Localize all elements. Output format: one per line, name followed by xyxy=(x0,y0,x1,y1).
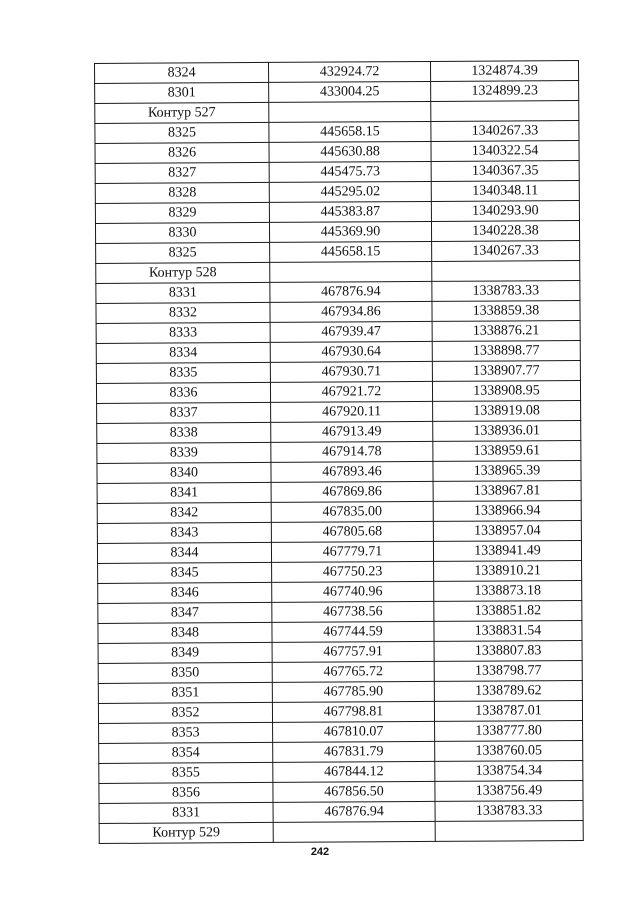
table-row xyxy=(95,181,579,204)
x-coordinate-cell: 467856.50 xyxy=(273,781,435,802)
point-number-cell: 8337 xyxy=(97,402,271,423)
table-row xyxy=(98,661,582,684)
table-row xyxy=(97,421,581,444)
table-row xyxy=(95,161,579,184)
coordinates-table-body xyxy=(95,61,584,844)
y-coordinate-cell: 1338831.54 xyxy=(434,621,582,642)
table-row xyxy=(95,61,579,84)
y-coordinate-cell: 1338876.21 xyxy=(432,321,580,342)
table-row xyxy=(98,581,582,604)
point-number-cell: 8329 xyxy=(95,202,269,223)
y-coordinate-cell: 1338907.77 xyxy=(432,361,580,382)
point-number-cell: 8341 xyxy=(97,482,271,503)
y-coordinate-cell: 1338873.18 xyxy=(434,581,582,602)
empty-cell xyxy=(432,261,580,282)
y-coordinate-cell: 1340367.35 xyxy=(431,161,579,182)
y-coordinate-cell: 1338760.05 xyxy=(435,741,583,762)
table-row xyxy=(99,741,583,764)
x-coordinate-cell: 467920.11 xyxy=(271,401,433,422)
y-coordinate-cell: 1338783.33 xyxy=(432,281,580,302)
point-number-cell: 8348 xyxy=(98,622,272,643)
table-row xyxy=(97,461,581,484)
y-coordinate-cell: 1338859.38 xyxy=(432,301,580,322)
x-coordinate-cell: 467805.68 xyxy=(271,521,433,542)
x-coordinate-cell: 467844.12 xyxy=(273,761,435,782)
x-coordinate-cell: 467914.78 xyxy=(271,441,433,462)
x-coordinate-cell: 467930.64 xyxy=(270,341,432,362)
table-row xyxy=(98,621,582,644)
point-number-cell: 8333 xyxy=(96,322,270,343)
y-coordinate-cell: 1338777.80 xyxy=(435,721,583,742)
point-number-cell: 8356 xyxy=(99,782,273,803)
empty-cell xyxy=(273,821,435,842)
y-coordinate-cell: 1338965.39 xyxy=(433,461,581,482)
x-coordinate-cell: 445658.15 xyxy=(270,241,432,262)
x-coordinate-cell: 467785.90 xyxy=(272,681,434,702)
table-row xyxy=(98,641,582,664)
table-row xyxy=(97,401,581,424)
point-number-cell: 8343 xyxy=(97,522,271,543)
point-number-cell: 8347 xyxy=(98,602,272,623)
table-row xyxy=(95,141,579,164)
x-coordinate-cell: 467876.94 xyxy=(273,801,435,822)
y-coordinate-cell: 1338798.77 xyxy=(434,661,582,682)
point-number-cell: 8353 xyxy=(99,722,273,743)
table-row xyxy=(96,361,580,384)
y-coordinate-cell: 1340322.54 xyxy=(431,141,579,162)
table-row xyxy=(96,281,580,304)
table-row xyxy=(95,201,579,224)
point-number-cell: 8332 xyxy=(96,302,270,323)
point-number-cell: 8327 xyxy=(95,162,269,183)
point-number-cell: 8351 xyxy=(98,682,272,703)
y-coordinate-cell: 1338959.61 xyxy=(433,441,581,462)
x-coordinate-cell: 445630.88 xyxy=(269,141,431,162)
table-row xyxy=(98,601,582,624)
y-coordinate-cell: 1338898.77 xyxy=(432,341,580,362)
point-number-cell: 8342 xyxy=(97,502,271,523)
y-coordinate-cell: 1338908.95 xyxy=(432,381,580,402)
x-coordinate-cell: 467876.94 xyxy=(270,281,432,302)
x-coordinate-cell: 467831.79 xyxy=(273,741,435,762)
table-row xyxy=(99,801,583,824)
x-coordinate-cell: 445658.15 xyxy=(269,121,431,142)
y-coordinate-cell: 1324874.39 xyxy=(430,61,578,82)
empty-cell xyxy=(269,101,431,122)
point-number-cell: 8355 xyxy=(99,762,273,783)
table-row xyxy=(96,341,580,364)
y-coordinate-cell: 1338754.34 xyxy=(435,761,583,782)
x-coordinate-cell: 467779.71 xyxy=(271,541,433,562)
y-coordinate-cell: 1338789.62 xyxy=(434,681,582,702)
contour-header-row xyxy=(99,821,583,844)
x-coordinate-cell: 445369.90 xyxy=(269,221,431,242)
y-coordinate-cell: 1338941.49 xyxy=(433,541,581,562)
x-coordinate-cell: 467934.86 xyxy=(270,301,432,322)
point-number-cell: 8325 xyxy=(95,122,269,143)
y-coordinate-cell: 1338936.01 xyxy=(433,421,581,442)
point-number-cell: 8350 xyxy=(98,662,272,683)
x-coordinate-cell: 467810.07 xyxy=(273,721,435,742)
point-number-cell: 8338 xyxy=(97,422,271,443)
point-number-cell: 8352 xyxy=(98,702,272,723)
y-coordinate-cell: 1338957.04 xyxy=(433,521,581,542)
x-coordinate-cell: 467738.56 xyxy=(272,601,434,622)
point-number-cell: 8331 xyxy=(96,282,270,303)
x-coordinate-cell: 467765.72 xyxy=(272,661,434,682)
x-coordinate-cell: 467744.59 xyxy=(272,621,434,642)
table-row xyxy=(97,441,581,464)
x-coordinate-cell: 467798.81 xyxy=(272,701,434,722)
x-coordinate-cell: 433004.25 xyxy=(269,81,431,102)
y-coordinate-cell: 1324899.23 xyxy=(431,81,579,102)
x-coordinate-cell: 467750.23 xyxy=(272,561,434,582)
table-row xyxy=(96,301,580,324)
y-coordinate-cell: 1340293.90 xyxy=(431,201,579,222)
empty-cell xyxy=(435,821,583,842)
point-number-cell: 8324 xyxy=(95,62,269,83)
x-coordinate-cell: 467740.96 xyxy=(272,581,434,602)
contour-label: Контур 528 xyxy=(96,262,270,283)
point-number-cell: 8344 xyxy=(97,542,271,563)
x-coordinate-cell: 445383.87 xyxy=(269,201,431,222)
table-row xyxy=(95,221,579,244)
point-number-cell: 8301 xyxy=(95,82,269,103)
point-number-cell: 8331 xyxy=(99,802,273,823)
y-coordinate-cell: 1338967.81 xyxy=(433,481,581,502)
x-coordinate-cell: 432924.72 xyxy=(268,61,430,82)
y-coordinate-cell: 1338783.33 xyxy=(435,801,583,822)
y-coordinate-cell: 1338910.21 xyxy=(434,561,582,582)
y-coordinate-cell: 1340228.38 xyxy=(431,221,579,242)
point-number-cell: 8335 xyxy=(96,362,270,383)
y-coordinate-cell: 1340348.11 xyxy=(431,181,579,202)
table-row xyxy=(97,541,581,564)
contour-label: Контур 529 xyxy=(99,822,273,843)
table-row xyxy=(97,521,581,544)
table-row xyxy=(97,501,581,524)
y-coordinate-cell: 1340267.33 xyxy=(431,121,579,142)
y-coordinate-cell: 1338919.08 xyxy=(433,401,581,422)
y-coordinate-cell: 1338807.83 xyxy=(434,641,582,662)
contour-label: Контур 527 xyxy=(95,102,269,123)
table-row xyxy=(99,721,583,744)
table-row xyxy=(98,681,582,704)
table-row xyxy=(96,381,580,404)
table-row xyxy=(99,781,583,804)
table-row xyxy=(96,241,580,264)
y-coordinate-cell: 1338756.49 xyxy=(435,781,583,802)
point-number-cell: 8339 xyxy=(97,442,271,463)
point-number-cell: 8334 xyxy=(96,342,270,363)
point-number-cell: 8345 xyxy=(98,562,272,583)
table-row xyxy=(95,121,579,144)
point-number-cell: 8340 xyxy=(97,462,271,483)
x-coordinate-cell: 467930.71 xyxy=(270,361,432,382)
x-coordinate-cell: 467835.00 xyxy=(271,501,433,522)
point-number-cell: 8326 xyxy=(95,142,269,163)
y-coordinate-cell: 1338966.94 xyxy=(433,501,581,522)
table-row xyxy=(99,761,583,784)
y-coordinate-cell: 1338851.82 xyxy=(434,601,582,622)
point-number-cell: 8346 xyxy=(98,582,272,603)
point-number-cell: 8325 xyxy=(96,242,270,263)
x-coordinate-cell: 467893.46 xyxy=(271,461,433,482)
x-coordinate-cell: 467939.47 xyxy=(270,321,432,342)
y-coordinate-cell: 1338787.01 xyxy=(434,701,582,722)
x-coordinate-cell: 467757.91 xyxy=(272,641,434,662)
y-coordinate-cell: 1340267.33 xyxy=(432,241,580,262)
point-number-cell: 8349 xyxy=(98,642,272,663)
table-row xyxy=(98,561,582,584)
x-coordinate-cell: 445295.02 xyxy=(269,181,431,202)
table-row xyxy=(96,321,580,344)
x-coordinate-cell: 445475.73 xyxy=(269,161,431,182)
empty-cell xyxy=(270,261,432,282)
x-coordinate-cell: 467913.49 xyxy=(271,421,433,442)
point-number-cell: 8354 xyxy=(99,742,273,763)
empty-cell xyxy=(431,101,579,122)
point-number-cell: 8336 xyxy=(96,382,270,403)
point-number-cell: 8328 xyxy=(95,182,269,203)
point-number-cell: 8330 xyxy=(95,222,269,243)
coordinates-table xyxy=(94,60,584,844)
page-number: 242 xyxy=(310,846,330,858)
table-row xyxy=(95,81,579,104)
x-coordinate-cell: 467869.86 xyxy=(271,481,433,502)
x-coordinate-cell: 467921.72 xyxy=(270,381,432,402)
table-row xyxy=(97,481,581,504)
table-row xyxy=(98,701,582,724)
